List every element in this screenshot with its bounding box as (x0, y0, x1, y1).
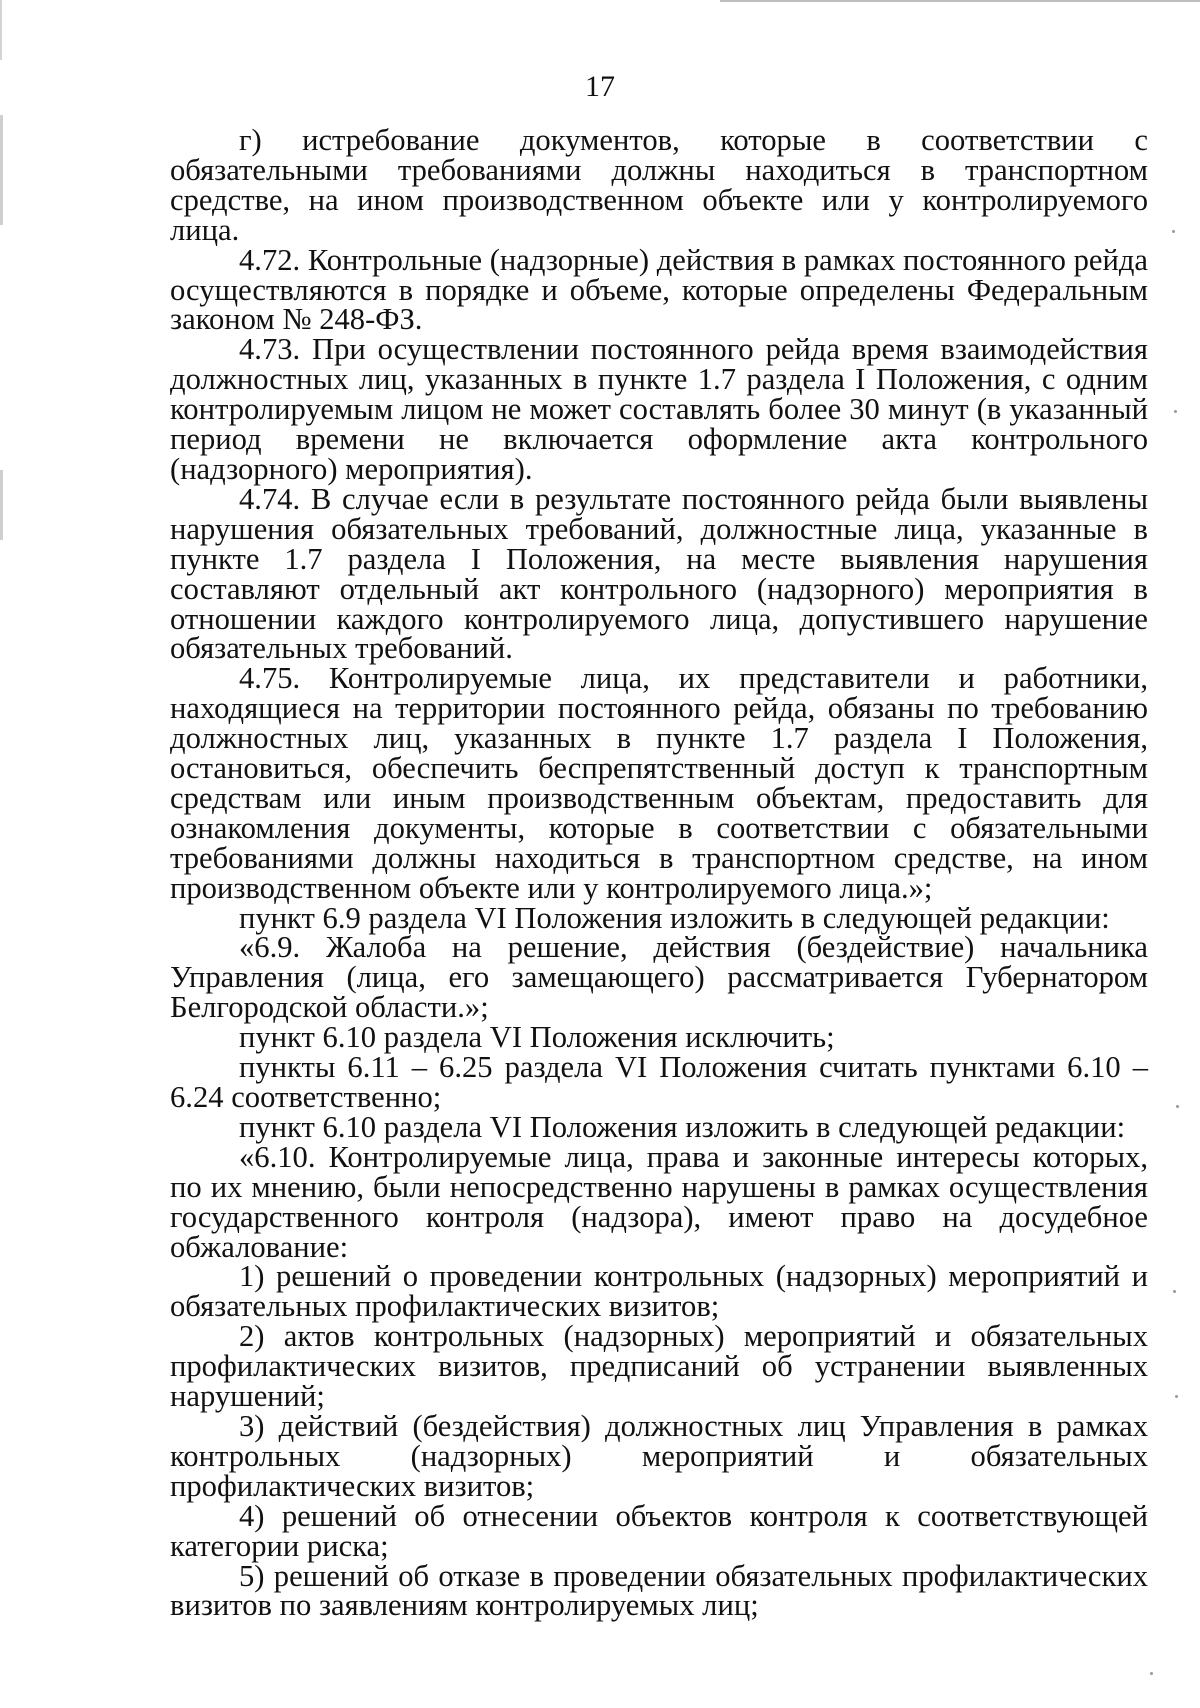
paragraph-4-73: 4.73. При осуществлении постоянного рейда время взаимодействия должностных лиц, указанных в пункте 1.7 раздела I Положения, с одним контролируемым лицом не может составлять более 30 минут (в указанный период времени не включается оформление акта контрольного (надзорного) мероприятия). (170, 332, 1148, 486)
paragraph-4-75: 4.75. Контролируемые лица, их представители и работники, находящиеся на территории постоянного рейда, обязаны по требованию должностных лиц, указанных в пункте 1.7 раздела I Положения, остановиться, обеспечить беспрепятственный доступ к транспортным средствам или иным производственным объектам, предоставить для ознакомления документы, которые в соответствии с обязательными требованиями должны находиться в транспортном средстве, на ином производственном объекте или у контролируемого лица.»; (170, 661, 1148, 905)
scan-artifact-top-line (720, 0, 1200, 2)
paragraph-item-g: г) истребование документов, которые в соответствии с обязательными требованиями должны находиться в транспортном средстве, на ином производственном объекте или у контролируемого лица. (170, 123, 1148, 247)
amendment-6-10-exclude: пункт 6.10 раздела VI Положения исключить; (239, 1020, 835, 1055)
list-item-4: 4) решений об отнесении объектов контроля к соответствующей категории риска; (170, 1498, 1148, 1563)
scan-artifact-left-mark (0, 470, 3, 540)
scan-speck (1175, 1395, 1178, 1398)
page-number: 17 (585, 70, 615, 103)
scan-artifact-left-mark (0, 115, 3, 225)
paragraph-4-74: 4.74. В случае если в результате постоянного рейда были выявлены нарушения обязательных требований, должностные лица, указанные в пункте 1.7 раздела I Положения, на месте выявления нарушения составляют отдельный акт контрольного (надзорного) мероприятия в отношении каждого контролируемого лица, допустившего нарушение обязательных требований. (170, 481, 1148, 666)
document-body (170, 123, 1148, 1623)
scan-speck (1172, 230, 1175, 233)
paragraph-4-72: 4.72. Контрольные (надзорные) действия в рамках постоянного рейда осуществляются в порядке и объеме, которые определены Федеральным законом № 248-ФЗ. (170, 242, 1148, 337)
scan-speck (1150, 1672, 1153, 1675)
list-item-1: 1) решений о проведении контрольных (надзорных) мероприятий и обязательных профилактических визитов; (170, 1259, 1148, 1324)
scan-speck (1174, 410, 1177, 413)
amendment-renumber: пункты 6.11 – 6.25 раздела VI Положения считать пунктами 6.10 – 6.24 соответственно; (170, 1050, 1148, 1114)
list-item-2: 2) актов контрольных (надзорных) мероприятий и обязательных профилактических визитов, предписаний об устранении выявленных нарушений; (170, 1319, 1148, 1414)
paragraph-6-10: «6.10. Контролируемые лица, права и законные интересы которых, по их мнению, были непосредственно нарушены в рамках осуществления государственного контроля (надзора), имеют право на досудебное обжалование: (170, 1139, 1148, 1264)
scan-speck (1176, 1105, 1179, 1108)
scan-speck (1173, 1290, 1176, 1293)
list-item-5: 5) решений об отказе в проведении обязательных профилактических визитов по заявлениям контролируемых лиц; (170, 1558, 1148, 1623)
amendment-6-10-intro: пункт 6.10 раздела VI Положения изложить в следующей редакции: (239, 1109, 1126, 1144)
amendment-6-9-intro: пункт 6.9 раздела VI Положения изложить в следующей редакции: (239, 900, 1110, 935)
scan-artifact-left-edge (0, 0, 2, 60)
paragraph-6-9: «6.9. Жалоба на решение, действия (бездействие) начальника Управления (лица, его замещающего) рассматривается Губернатором Белгородской области.»; (170, 930, 1148, 1025)
list-item-3: 3) действий (бездействия) должностных лиц Управления в рамках контрольных (надзорных) мероприятий и обязательных профилактических визитов; (170, 1408, 1148, 1503)
